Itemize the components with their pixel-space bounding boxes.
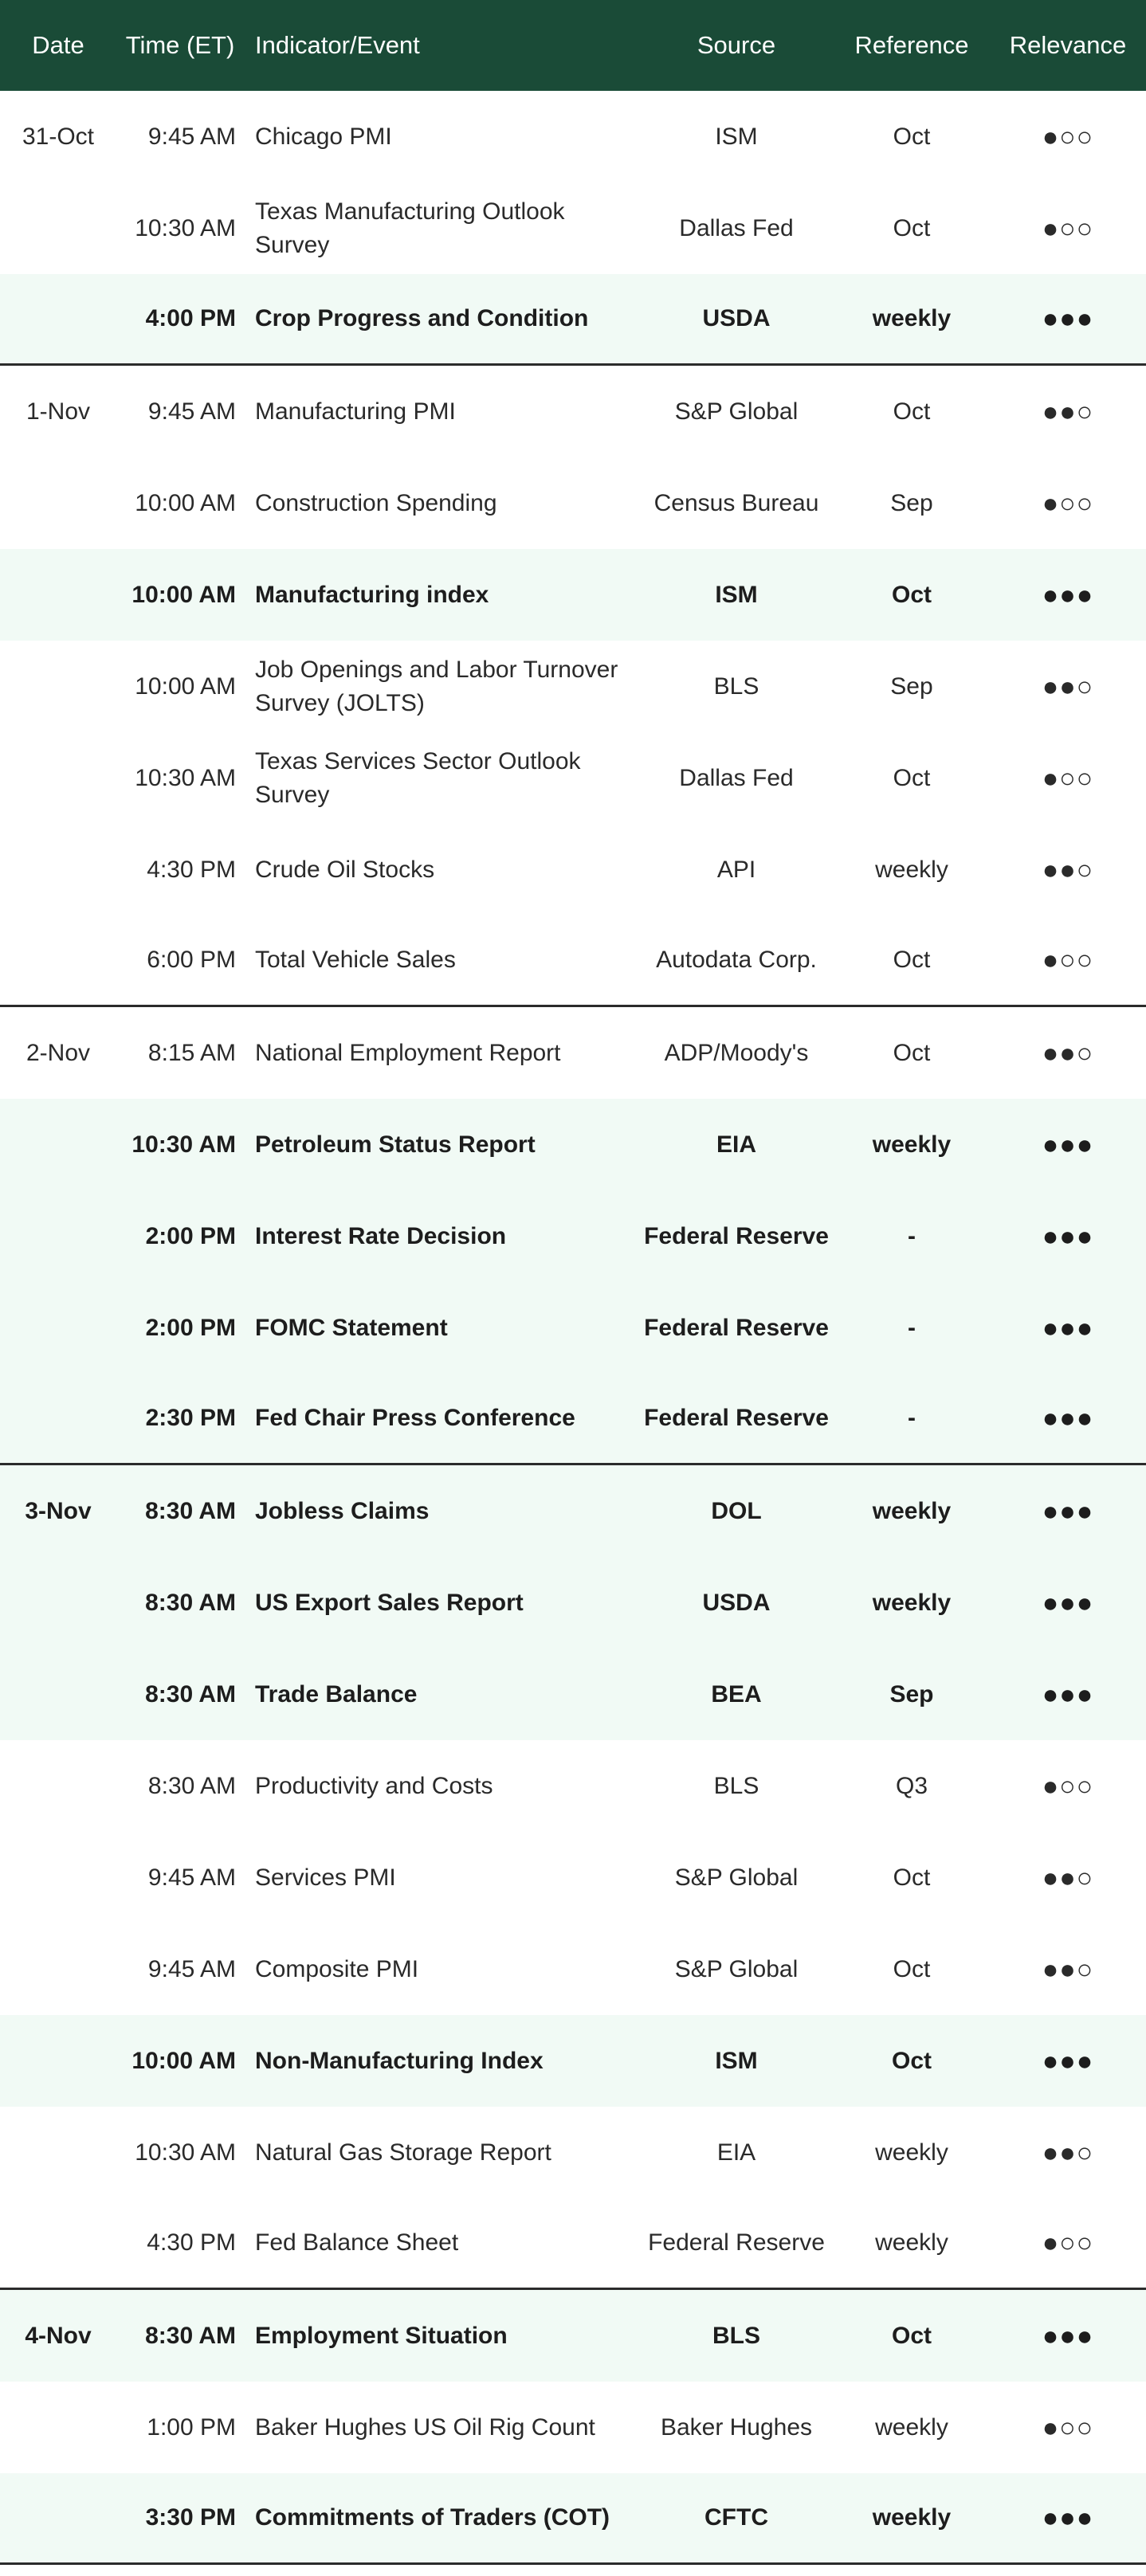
- source-cell: EIA: [716, 1131, 756, 1158]
- table-row: [0, 2015, 1146, 2107]
- table-row: [0, 1557, 1146, 1649]
- time-cell: 10:30 AM: [135, 214, 236, 241]
- source-cell: BLS: [712, 2322, 760, 2349]
- reference-cell: weekly: [872, 1497, 952, 1524]
- table-row: [0, 1007, 1146, 1099]
- indicator-cell: Employment Situation: [255, 2322, 508, 2349]
- source-cell: Baker Hughes: [660, 2413, 813, 2441]
- table-row: [0, 1923, 1146, 2015]
- date-cell: 3-Nov: [25, 1497, 92, 1524]
- source-cell: BLS: [713, 672, 759, 700]
- reference-cell: Sep: [890, 489, 933, 516]
- source-cell: API: [716, 856, 756, 883]
- indicator-cell: Manufacturing index: [255, 581, 489, 608]
- source-cell: EIA: [716, 2139, 756, 2166]
- table-row: [0, 366, 1146, 457]
- indicator-cell: Services PMI: [255, 1864, 396, 1891]
- time-cell: 8:30 AM: [145, 1589, 236, 1616]
- time-cell: 8:30 AM: [145, 1680, 236, 1708]
- reference-cell: Q3: [895, 1772, 928, 1799]
- indicator-cell: Manufacturing PMI: [255, 398, 456, 425]
- relevance-dots-icon: ●●●: [1042, 2045, 1094, 2076]
- time-cell: 8:30 AM: [145, 2322, 236, 2349]
- indicator-cell: Productivity and Costs: [255, 1772, 493, 1799]
- indicator-cell: Fed Chair Press Conference: [255, 1405, 575, 1431]
- reference-cell: Oct: [891, 2322, 932, 2349]
- reference-cell: Oct: [893, 123, 931, 150]
- reference-cell: weekly: [872, 1131, 952, 1158]
- indicator-cell: Jobless Claims: [255, 1497, 430, 1524]
- indicator-cell: Total Vehicle Sales: [255, 947, 456, 973]
- reference-cell: weekly: [875, 2139, 948, 2166]
- time-cell: 9:45 AM: [147, 398, 236, 425]
- table-row: [0, 182, 1146, 274]
- time-cell: 6:00 PM: [147, 947, 236, 973]
- indicator-cell: Commitments of Traders (COT): [255, 2504, 610, 2531]
- reference-cell: Oct: [891, 2047, 932, 2074]
- relevance-dots-icon: ●○○: [1042, 2228, 1094, 2258]
- time-cell: 10:30 AM: [131, 1131, 236, 1158]
- source-cell: Federal Reserve: [648, 2229, 825, 2256]
- indicator-cell: Crop Progress and Condition: [255, 305, 589, 331]
- source-cell: Federal Reserve: [644, 1314, 829, 1341]
- relevance-dots-icon: ●●○: [1042, 1862, 1094, 1893]
- source-cell: BLS: [713, 1772, 759, 1799]
- relevance-dots-icon: ●●○: [1042, 854, 1094, 885]
- reference-cell: -: [908, 1314, 916, 1341]
- reference-cell: Oct: [893, 1039, 931, 1066]
- header-source: Source: [697, 31, 776, 59]
- reference-cell: Sep: [889, 1680, 934, 1708]
- indicator-cell: Trade Balance: [255, 1680, 418, 1708]
- reference-cell: weekly: [872, 2504, 952, 2531]
- time-cell: 9:45 AM: [147, 1955, 236, 1982]
- source-cell: ISM: [715, 2047, 758, 2074]
- table-row: [0, 916, 1146, 1007]
- indicator-cell: Crude Oil Stocks: [255, 856, 435, 883]
- table-body: [0, 91, 1146, 2565]
- source-cell: Federal Reserve: [644, 1405, 829, 1431]
- relevance-dots-icon: ●●○: [1042, 1037, 1094, 1068]
- indicator-cell: Construction Spending: [255, 489, 497, 516]
- table-row: [0, 641, 1146, 732]
- time-cell: 10:00 AM: [135, 489, 236, 516]
- relevance-dots-icon: ●○○: [1042, 1770, 1094, 1802]
- relevance-dots-icon: ●○○: [1042, 213, 1094, 244]
- table-row: [0, 549, 1146, 641]
- table-row: [0, 2473, 1146, 2565]
- time-cell: 4:00 PM: [145, 305, 236, 331]
- table-row: [0, 2290, 1146, 2382]
- source-cell: Federal Reserve: [644, 1222, 829, 1249]
- table-row: [0, 732, 1146, 824]
- source-cell: ISM: [715, 123, 758, 150]
- relevance-dots-icon: ●●●: [1042, 1496, 1094, 1527]
- source-cell: USDA: [702, 305, 771, 331]
- table-row: [0, 274, 1146, 366]
- reference-cell: Oct: [893, 764, 931, 791]
- relevance-dots-icon: ●●●: [1042, 1129, 1094, 1160]
- indicator-cell: Interest Rate Decision: [255, 1222, 507, 1249]
- table-row: [0, 824, 1146, 916]
- date-cell: 1-Nov: [26, 398, 91, 425]
- date-cell: 31-Oct: [22, 123, 95, 150]
- indicator-cell: Texas Services Sector Outlook Survey: [255, 747, 581, 808]
- table-row: [0, 1374, 1146, 1465]
- indicator-cell: FOMC Statement: [255, 1314, 448, 1341]
- table-header: [0, 0, 1146, 91]
- relevance-dots-icon: ●○○: [1042, 2412, 1094, 2443]
- table-row: [0, 91, 1146, 182]
- time-cell: 10:00 AM: [135, 672, 236, 700]
- relevance-dots-icon: ●●○: [1042, 2137, 1094, 2168]
- reference-cell: Oct: [891, 581, 932, 608]
- relevance-dots-icon: ●●●: [1042, 1312, 1094, 1343]
- source-cell: S&P Global: [674, 1864, 799, 1891]
- indicator-cell: Petroleum Status Report: [255, 1131, 536, 1158]
- table-row: [0, 1649, 1146, 1740]
- source-cell: ISM: [715, 581, 758, 608]
- table-row: [0, 457, 1146, 549]
- indicator-cell: Natural Gas Storage Report: [255, 2139, 551, 2166]
- source-cell: S&P Global: [674, 398, 799, 425]
- source-cell: DOL: [711, 1497, 762, 1524]
- time-cell: 2:30 PM: [145, 1405, 236, 1431]
- relevance-dots-icon: ●●●: [1042, 1587, 1094, 1618]
- source-cell: S&P Global: [674, 1955, 799, 1982]
- indicator-cell: Fed Balance Sheet: [255, 2229, 459, 2256]
- source-cell: USDA: [702, 1589, 771, 1616]
- relevance-dots-icon: ●●○: [1042, 396, 1094, 427]
- date-cell: 2-Nov: [26, 1039, 91, 1066]
- time-cell: 4:30 PM: [147, 856, 236, 883]
- indicator-cell: National Employment Report: [255, 1039, 561, 1066]
- time-cell: 9:45 AM: [147, 123, 236, 150]
- table-row: [0, 1099, 1146, 1190]
- relevance-dots-icon: ●○○: [1042, 121, 1094, 152]
- time-cell: 3:30 PM: [145, 2504, 236, 2531]
- table-row: [0, 2107, 1146, 2198]
- time-cell: 8:30 AM: [145, 1497, 236, 1524]
- time-cell: 2:00 PM: [145, 1222, 236, 1249]
- source-cell: ADP/Moody's: [664, 1039, 809, 1066]
- indicator-cell: US Export Sales Report: [255, 1589, 524, 1616]
- reference-cell: Oct: [893, 214, 931, 241]
- reference-cell: weekly: [872, 1589, 952, 1616]
- relevance-dots-icon: ●○○: [1042, 763, 1094, 794]
- source-cell: Census Bureau: [653, 489, 819, 516]
- time-cell: 1:00 PM: [147, 2413, 236, 2441]
- source-cell: BEA: [711, 1680, 762, 1708]
- relevance-dots-icon: ●○○: [1042, 945, 1094, 975]
- relevance-dots-icon: ●●○: [1042, 1954, 1094, 1985]
- table-row: [0, 2198, 1146, 2290]
- indicator-cell: Texas Manufacturing Outlook Survey: [255, 198, 565, 258]
- reference-cell: -: [908, 1405, 916, 1431]
- source-cell: Autodata Corp.: [656, 947, 817, 973]
- relevance-dots-icon: ●●●: [1042, 579, 1094, 610]
- reference-cell: weekly: [872, 305, 952, 331]
- header-time: Time (ET): [125, 31, 235, 59]
- relevance-dots-icon: ●●●: [1042, 1403, 1094, 1433]
- header-relevance: Relevance: [1009, 31, 1127, 59]
- date-cell: 4-Nov: [25, 2322, 92, 2349]
- reference-cell: weekly: [875, 856, 948, 883]
- header-date: Date: [32, 31, 84, 59]
- reference-cell: Oct: [893, 398, 931, 425]
- time-cell: 10:00 AM: [131, 581, 236, 608]
- reference-cell: weekly: [875, 2413, 948, 2441]
- table-row: [0, 1740, 1146, 1832]
- indicator-cell: Composite PMI: [255, 1955, 419, 1982]
- indicator-cell: Job Openings and Labor Turnover Survey (JOLTS): [255, 656, 618, 716]
- time-cell: 2:00 PM: [145, 1314, 236, 1341]
- relevance-dots-icon: ●●○: [1042, 671, 1094, 702]
- relevance-dots-icon: ●●●: [1042, 1679, 1094, 1710]
- reference-cell: -: [908, 1222, 916, 1249]
- table-row: [0, 1832, 1146, 1923]
- table-row: [0, 1465, 1146, 1557]
- time-cell: 10:30 AM: [135, 2139, 236, 2166]
- time-cell: 8:30 AM: [147, 1772, 236, 1799]
- header-indicator: Indicator/Event: [255, 31, 420, 59]
- source-cell: CFTC: [704, 2504, 768, 2531]
- table-row: [0, 1190, 1146, 1282]
- reference-cell: Oct: [893, 1955, 931, 1982]
- indicator-cell: Non-Manufacturing Index: [255, 2047, 544, 2074]
- relevance-dots-icon: ●●●: [1042, 2503, 1094, 2533]
- source-cell: Dallas Fed: [679, 764, 794, 791]
- relevance-dots-icon: ●●●: [1042, 1221, 1094, 1252]
- table-row: [0, 1282, 1146, 1374]
- header-reference: Reference: [854, 31, 969, 59]
- reference-cell: Oct: [893, 1864, 931, 1891]
- time-cell: 10:00 AM: [131, 2047, 236, 2074]
- relevance-dots-icon: ●●●: [1042, 304, 1094, 334]
- indicator-cell: Baker Hughes US Oil Rig Count: [255, 2413, 595, 2441]
- reference-cell: weekly: [875, 2229, 948, 2256]
- reference-cell: Oct: [893, 947, 931, 973]
- time-cell: 8:15 AM: [147, 1039, 236, 1066]
- indicator-cell: Chicago PMI: [255, 123, 392, 150]
- relevance-dots-icon: ●●●: [1042, 2320, 1094, 2351]
- reference-cell: Sep: [890, 672, 933, 700]
- table-row: [0, 2382, 1146, 2473]
- time-cell: 9:45 AM: [147, 1864, 236, 1891]
- relevance-dots-icon: ●○○: [1042, 488, 1094, 519]
- time-cell: 10:30 AM: [135, 764, 236, 791]
- time-cell: 4:30 PM: [147, 2229, 236, 2256]
- source-cell: Dallas Fed: [679, 214, 794, 241]
